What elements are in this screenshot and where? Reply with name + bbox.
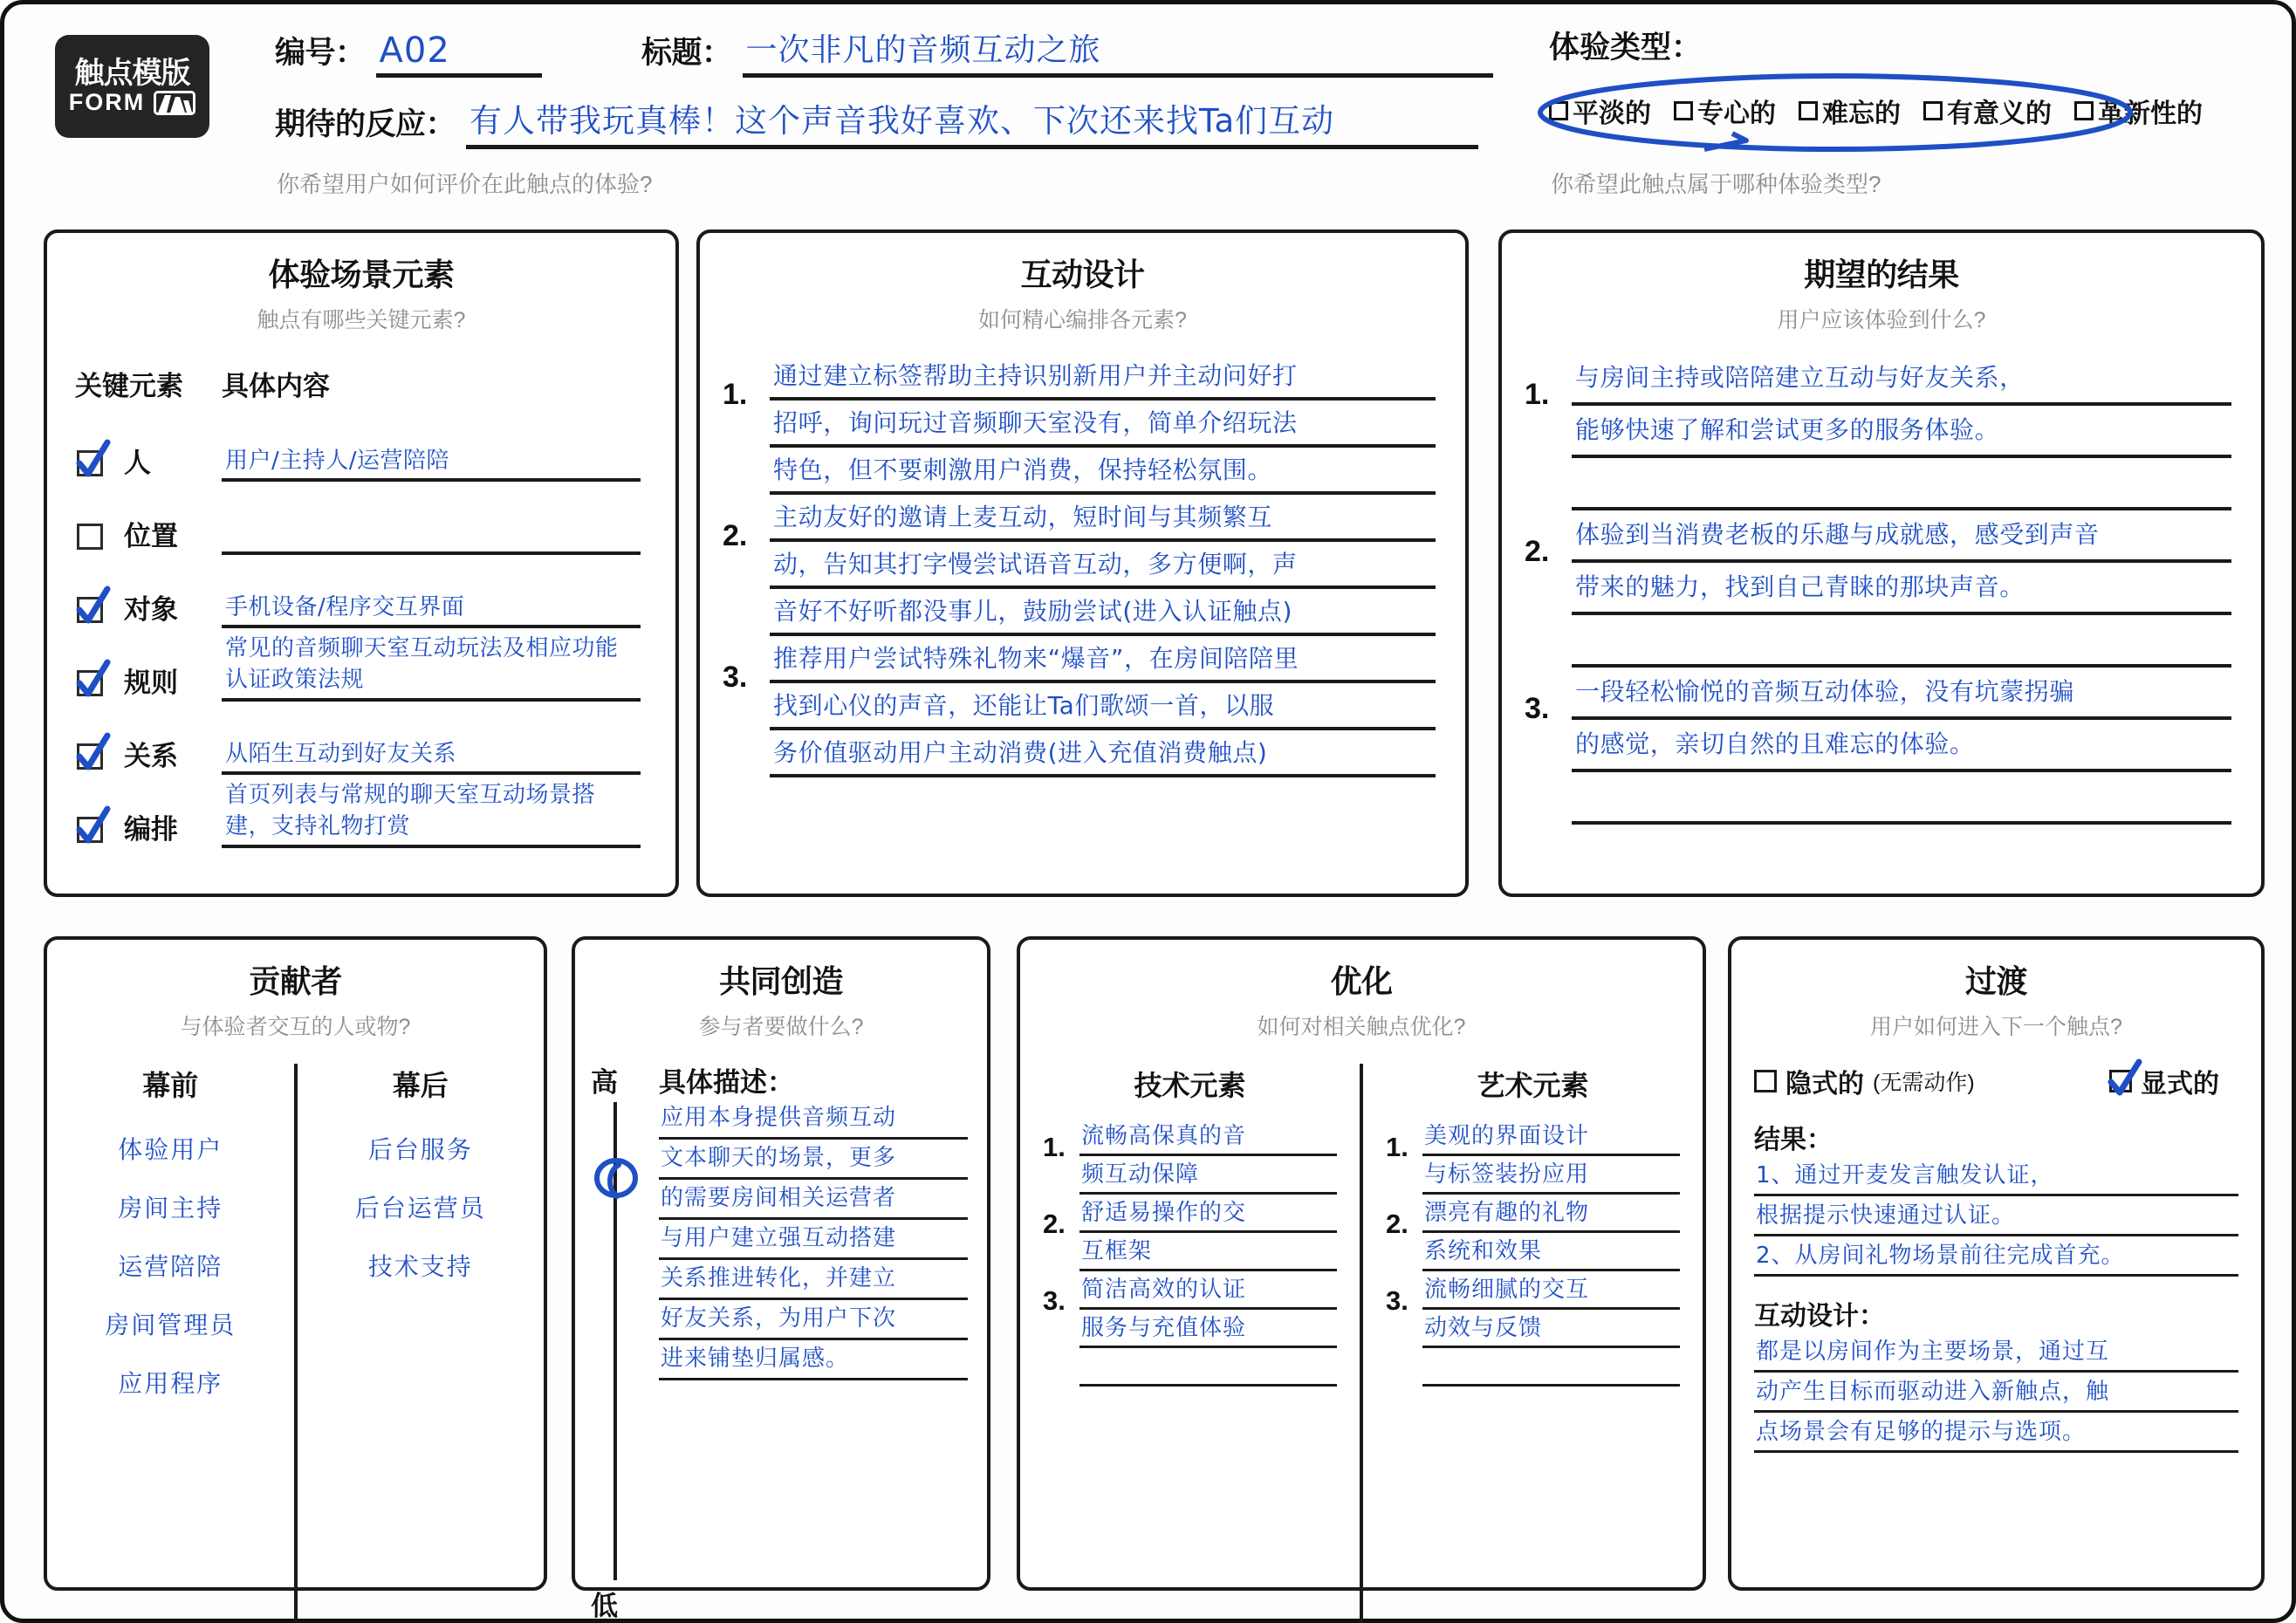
- experience-option-3[interactable]: [1923, 92, 2052, 130]
- checkbox-checked-icon[interactable]: [77, 817, 103, 843]
- item-lines: [1422, 1195, 1680, 1271]
- item-line[interactable]: 推荐用户尝试特殊礼物来“爆音”，在房间陪陪里: [770, 636, 1436, 683]
- item-line[interactable]: 动效与反馈: [1422, 1310, 1680, 1348]
- item-line[interactable]: 互框架: [1079, 1233, 1337, 1271]
- item-line[interactable]: 找到心仪的声音，还能让Ta们歌颂一首，以服: [770, 683, 1436, 730]
- title-label: 标题：: [641, 36, 732, 70]
- card-subtitle: 触点有哪些关键元素?: [257, 308, 466, 332]
- reaction-label: 期待的反应：: [275, 107, 456, 141]
- item-lines: [770, 353, 1436, 495]
- item-line[interactable]: [1572, 615, 2231, 668]
- item-line[interactable]: 美观的界面设计: [1422, 1118, 1680, 1156]
- scene-checkbox-wrap[interactable]: [47, 801, 124, 848]
- list-item[interactable]: 后台运营员: [354, 1194, 486, 1222]
- transition-design-line[interactable]: 点场景会有足够的提示与选项。: [1754, 1413, 2238, 1453]
- scene-row-value[interactable]: [222, 520, 641, 555]
- card-co-creation: [572, 936, 990, 1621]
- item-line[interactable]: 带来的魅力，找到自己青睐的那块声音。: [1572, 563, 2231, 615]
- option-label: 显式的: [2141, 1070, 2219, 1099]
- scene-row: [47, 702, 675, 775]
- description-line[interactable]: 好友关系，为用户下次: [659, 1300, 968, 1340]
- results-items: [1502, 353, 2261, 825]
- scene-row-label: 人: [124, 448, 151, 478]
- checkbox-icon[interactable]: [1923, 101, 1943, 120]
- item-number: 3.: [1386, 1285, 1408, 1316]
- item-number: 2.: [723, 519, 748, 552]
- list-item: [1386, 1195, 1680, 1271]
- item-line[interactable]: 体验到当消费老板的乐趣与成就感，感受到声音: [1572, 510, 2231, 563]
- reaction-row: [275, 100, 1478, 149]
- list-item[interactable]: 体验用户: [118, 1135, 223, 1164]
- number-row: [275, 29, 542, 78]
- transition-result-label: 结果：: [1754, 1126, 1833, 1154]
- experience-option-label: 难忘的: [1822, 99, 1901, 128]
- list-item: [1525, 353, 2231, 510]
- card-optimization: [1017, 936, 1706, 1591]
- checkbox-icon[interactable]: [2074, 101, 2094, 120]
- scene-row: [47, 555, 675, 628]
- co-creation-description: [659, 1060, 968, 1380]
- scene-row-value[interactable]: 常见的音频聊天室互动玩法及相应功能认证政策法规: [222, 633, 641, 702]
- item-line[interactable]: [1572, 458, 2231, 510]
- list-item[interactable]: 技术支持: [367, 1252, 473, 1281]
- reaction-hint: 你希望用户如何评价在此触点的体验?: [277, 171, 653, 197]
- checkbox-checked-icon[interactable]: [77, 597, 103, 623]
- column-header: 技术元素: [1134, 1070, 1246, 1101]
- item-number: 3.: [1525, 692, 1550, 725]
- checkbox-checked-icon[interactable]: [2109, 1070, 2132, 1092]
- description-line[interactable]: 应用本身提供音频互动: [659, 1099, 968, 1140]
- option-label: 隐式的: [1785, 1070, 1864, 1099]
- transition-design-line[interactable]: 都是以房间作为主要场景，通过互: [1754, 1332, 2238, 1373]
- card-subtitle: 与体验者交互的人或物?: [180, 1015, 411, 1039]
- scene-row-value[interactable]: 手机设备/程序交互界面: [222, 592, 641, 628]
- item-lines: [770, 495, 1436, 636]
- item-line[interactable]: 主动友好的邀请上麦互动，短时间与其频繁互: [770, 495, 1436, 542]
- transition-design-line[interactable]: 动产生目标而驱动进入新触点，触: [1754, 1373, 2238, 1413]
- scene-column-headers: [47, 364, 675, 403]
- interaction-items: [700, 353, 1465, 777]
- contributors-front-list: [47, 1133, 294, 1400]
- list-item[interactable]: 运营陪陪: [118, 1252, 223, 1281]
- scene-row-label: 编排: [124, 814, 178, 845]
- item-number: 2.: [1525, 535, 1550, 568]
- item-number: 3.: [1043, 1285, 1066, 1316]
- scene-checkbox-wrap[interactable]: [47, 435, 124, 482]
- scale-low-label: 低: [591, 1591, 618, 1621]
- card-title: 共同创造: [718, 963, 843, 999]
- item-lines: [770, 636, 1436, 777]
- item-line[interactable]: 动，告知其打字慢尝试语音互动，多方便啊，声: [770, 542, 1436, 589]
- contributors-grid: [47, 1064, 544, 1622]
- optimization-art-column: [1363, 1064, 1703, 1623]
- scene-content-header: 具体内容: [222, 371, 330, 401]
- card-subtitle: 如何对相关触点优化?: [1257, 1015, 1466, 1039]
- scene-row-value[interactable]: 从陌生互动到好友关系: [222, 739, 641, 775]
- title-input[interactable]: 一次非凡的音频互动之旅: [743, 31, 1493, 78]
- checkbox-icon[interactable]: [1754, 1070, 1777, 1092]
- checkbox-icon[interactable]: [1549, 101, 1568, 120]
- transition-body: [1731, 1062, 2261, 1453]
- item-line[interactable]: [1572, 772, 2231, 825]
- transition-result-line[interactable]: 根据提示快速通过认证。: [1754, 1196, 2238, 1236]
- checkbox-icon[interactable]: [1799, 101, 1818, 120]
- experience-type-block: [1549, 24, 2247, 130]
- number-label: 编号：: [275, 36, 366, 70]
- card-subtitle: 如何精心编排各元素?: [978, 308, 1187, 332]
- item-lines: [1079, 1271, 1337, 1387]
- transition-option-explicit[interactable]: [2109, 1062, 2219, 1100]
- optimization-tech-column: [1020, 1064, 1363, 1623]
- item-line[interactable]: 简洁高效的认证: [1079, 1271, 1337, 1310]
- item-number: 3.: [723, 661, 748, 694]
- option-sublabel: (无需动作): [1873, 1071, 1975, 1095]
- item-number: 1.: [1386, 1132, 1408, 1162]
- scene-checkbox-wrap[interactable]: [47, 728, 124, 775]
- item-number: 2.: [1043, 1209, 1066, 1239]
- item-line[interactable]: 漂亮有趣的礼物: [1422, 1195, 1680, 1233]
- title-row: [641, 29, 1493, 78]
- item-line[interactable]: 频互动保障: [1079, 1156, 1337, 1195]
- form-header: [4, 4, 2292, 207]
- form-logo: [55, 35, 209, 138]
- card-interaction-design: [696, 229, 1469, 897]
- experience-option-label: 革新性的: [2098, 99, 2203, 128]
- list-item[interactable]: 房间管理员: [105, 1311, 236, 1339]
- description-line[interactable]: 的需要房间相关运营者: [659, 1180, 968, 1220]
- item-lines: [1572, 510, 2231, 668]
- checkbox-checked-icon[interactable]: [77, 743, 103, 770]
- item-line[interactable]: 流畅高保真的音: [1079, 1118, 1337, 1156]
- experience-type-label: 体验类型：: [1549, 31, 1703, 65]
- scene-key-header: 关键元素: [75, 371, 183, 401]
- scene-row-label: 关系: [124, 741, 178, 771]
- reaction-input[interactable]: 有人带我玩真棒！这个声音我好喜欢、下次还来找Ta们互动: [466, 101, 1478, 149]
- contributors-back-column: [298, 1064, 545, 1622]
- optimization-grid: [1020, 1064, 1703, 1623]
- item-number: 2.: [1386, 1209, 1408, 1239]
- card-title: 期望的结果: [1804, 257, 1959, 292]
- scene-row: [47, 408, 675, 482]
- list-item: [1386, 1118, 1680, 1195]
- scene-row-label: 位置: [124, 521, 178, 551]
- list-item: [1525, 510, 2231, 668]
- card-subtitle: 用户应该体验到什么?: [1777, 308, 1986, 332]
- checkbox-icon[interactable]: [77, 524, 103, 550]
- item-number: 1.: [1525, 378, 1550, 411]
- list-item: [1386, 1271, 1680, 1387]
- checkbox-checked-icon[interactable]: [77, 670, 103, 696]
- transition-result-line[interactable]: 1、通过开麦发言触发认证，: [1754, 1156, 2238, 1196]
- item-number: 1.: [723, 378, 748, 411]
- number-input[interactable]: A02: [376, 31, 542, 78]
- card-expected-results: [1498, 229, 2265, 897]
- transition-options: [1754, 1062, 2238, 1100]
- contributors-back-list: [298, 1133, 545, 1284]
- scale-marker-handle[interactable]: [591, 1153, 641, 1208]
- logo-title-en: FORM: [68, 89, 146, 115]
- experience-option-0[interactable]: [1549, 92, 1651, 130]
- transition-design-label: 互动设计：: [1754, 1302, 1885, 1331]
- scene-row-value[interactable]: 首页列表与常规的聊天室互动场景搭建，支持礼物打赏: [222, 779, 641, 848]
- column-header: 幕前: [142, 1070, 199, 1101]
- item-line[interactable]: 舒适易操作的交: [1079, 1195, 1337, 1233]
- scene-checkbox-wrap[interactable]: [47, 508, 124, 555]
- logo-bottom-row: [69, 91, 195, 115]
- description-label: 具体描述：: [659, 1067, 794, 1098]
- co-creation-body: [575, 1060, 987, 1623]
- experience-option-2[interactable]: [1799, 92, 1901, 130]
- card-scene-elements: [44, 229, 679, 897]
- item-line[interactable]: 招呼，询问玩过音频聊天室没有，简单介绍玩法: [770, 401, 1436, 448]
- list-item[interactable]: 后台服务: [367, 1135, 473, 1164]
- list-item: [723, 495, 1436, 636]
- description-line[interactable]: 进来铺垫归属感。: [659, 1340, 968, 1380]
- item-number: 1.: [1043, 1132, 1066, 1162]
- scene-row-label: 规则: [124, 668, 178, 698]
- item-line[interactable]: 音好不好听都没事儿，鼓励尝试(进入认证触点): [770, 589, 1436, 636]
- checkbox-checked-icon[interactable]: [77, 450, 103, 476]
- item-lines: [1572, 668, 2231, 825]
- card-title: 互动设计: [1020, 257, 1145, 292]
- scene-row-value[interactable]: 用户/主持人/运营陪陪: [222, 446, 641, 482]
- scene-checkbox-wrap[interactable]: [47, 581, 124, 628]
- item-lines: [1422, 1118, 1680, 1195]
- item-line[interactable]: 一段轻松愉悦的音频互动体验，没有坑蒙拐骗: [1572, 668, 2231, 720]
- item-line[interactable]: 务价值驱动用户主动消费(进入充值消费触点): [770, 730, 1436, 777]
- transition-option-implicit[interactable]: [1754, 1062, 1975, 1100]
- experience-option-label: 专心的: [1697, 99, 1776, 128]
- experience-type-hint: 你希望此触点属于哪种体验类型?: [1551, 171, 1881, 197]
- item-lines: [1079, 1118, 1337, 1195]
- column-header: 幕后: [392, 1070, 449, 1101]
- item-line[interactable]: 能够快速了解和尝试更多的服务体验。: [1572, 406, 2231, 458]
- list-item: [1043, 1195, 1337, 1271]
- item-line[interactable]: 服务与充值体验: [1079, 1310, 1337, 1348]
- description-line[interactable]: 与用户建立强互动搭建: [659, 1220, 968, 1260]
- scene-checkbox-wrap[interactable]: [47, 654, 124, 702]
- list-item[interactable]: 房间主持: [118, 1194, 223, 1222]
- description-line[interactable]: 关系推进转化，并建立: [659, 1260, 968, 1300]
- item-line[interactable]: 系统和效果: [1422, 1233, 1680, 1271]
- experience-option-4[interactable]: [2074, 92, 2203, 130]
- item-lines: [1079, 1195, 1337, 1271]
- item-lines: [1422, 1271, 1680, 1387]
- experience-option-label: 平淡的: [1573, 99, 1651, 128]
- experience-option-1[interactable]: [1674, 92, 1776, 130]
- list-item[interactable]: 应用程序: [118, 1369, 223, 1398]
- scene-row: [47, 775, 675, 848]
- mountain-mark-icon: [154, 91, 195, 115]
- item-line[interactable]: 的感觉，亲切自然的且难忘的体验。: [1572, 720, 2231, 772]
- card-subtitle: 参与者要做什么?: [698, 1015, 864, 1039]
- card-contributors: [44, 936, 547, 1591]
- logo-title-cn: 触点模版: [74, 56, 190, 90]
- item-line-blank[interactable]: [1079, 1348, 1337, 1387]
- scene-rows: [47, 408, 675, 848]
- list-item: [1043, 1271, 1337, 1387]
- item-line[interactable]: 与标签装扮应用: [1422, 1156, 1680, 1195]
- item-line[interactable]: 通过建立标签帮助主持识别新用户并主动问好打: [770, 353, 1436, 401]
- contributors-front-column: [47, 1064, 298, 1622]
- list-item: [1525, 668, 2231, 825]
- transition-result-line[interactable]: 2、从房间礼物场景前往完成首充。: [1754, 1236, 2238, 1277]
- card-title: 过渡: [1964, 963, 2027, 999]
- experience-option-label: 有意义的: [1947, 99, 2052, 128]
- scale-high-label: 高: [591, 1067, 618, 1098]
- card-subtitle: 用户如何进入下一个触点?: [1870, 1015, 2122, 1039]
- list-item: [1043, 1118, 1337, 1195]
- experience-type-options: [1549, 92, 2247, 130]
- card-title: 贡献者: [249, 963, 342, 999]
- scene-row: [47, 482, 675, 555]
- item-line[interactable]: 特色，但不要刺激用户消费，保持轻松氛围。: [770, 448, 1436, 495]
- list-item: [723, 353, 1436, 495]
- item-line-blank[interactable]: [1422, 1348, 1680, 1387]
- scene-row-label: 对象: [124, 594, 178, 625]
- column-header: 艺术元素: [1477, 1070, 1589, 1101]
- scene-row: [47, 628, 675, 702]
- checkbox-icon[interactable]: [1674, 101, 1693, 120]
- item-lines: [1572, 353, 2231, 510]
- description-line[interactable]: 文本聊天的场景，更多: [659, 1140, 968, 1180]
- card-title: 优化: [1330, 963, 1393, 999]
- card-transition: [1728, 936, 2265, 1591]
- item-line[interactable]: 流畅细腻的交互: [1422, 1271, 1680, 1310]
- list-item: [723, 636, 1436, 777]
- card-title: 体验场景元素: [268, 257, 455, 292]
- item-line[interactable]: 与房间主持或陪陪建立互动与好友关系，: [1572, 353, 2231, 406]
